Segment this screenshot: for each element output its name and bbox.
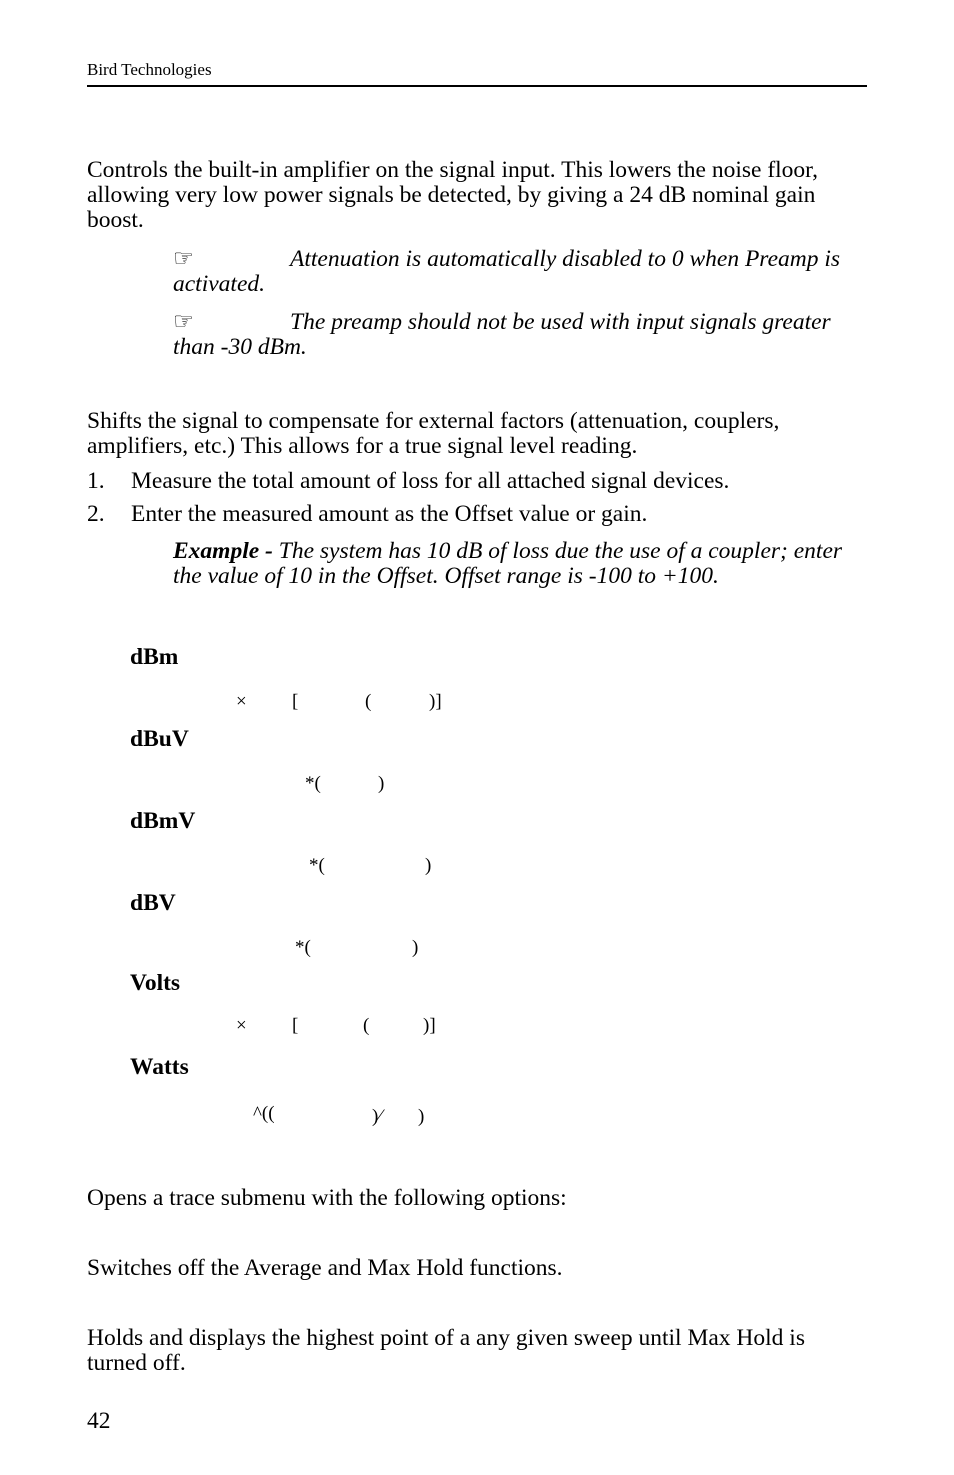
preamp-description: Controls the built-in amplifier on the signal input. This lowers the noise floor, allowing very low power signals be detected, by giving a 24 dB nominal gain boost.	[87, 157, 818, 233]
formula-fragment: ×	[236, 691, 247, 712]
step-number: 2.	[87, 501, 105, 527]
formula-fragment: )]	[423, 1015, 436, 1036]
formula-fragment: [	[292, 1015, 299, 1036]
pointing-hand-icon: ☞	[173, 309, 195, 335]
example-text: The system has 10 dB of loss due the use of a coupler; enter the value of 10 in the Offset. Offset range is -100 to +100.	[173, 538, 843, 589]
header-rule	[87, 85, 867, 87]
formula-fragment: )	[425, 855, 432, 876]
formula-fragment: (	[363, 1015, 370, 1036]
unit-label-dbv: dBV	[130, 890, 176, 916]
step-number: 1.	[87, 468, 105, 494]
unit-label-dbmv: dBmV	[130, 808, 196, 834]
example-label: Example -	[173, 538, 273, 564]
page-number: 42	[87, 1408, 111, 1434]
unit-label-volts: Volts	[130, 970, 181, 996]
unit-label-dbuv: dBuV	[130, 726, 189, 752]
trace-description: Opens a trace submenu with the following options:	[87, 1185, 567, 1211]
step-text: Enter the measured amount as the Offset value or gain.	[131, 501, 648, 527]
formula-fragment: (	[365, 691, 372, 712]
note-text: The preamp should not be used with input signals greater than -30 dBm.	[173, 309, 831, 360]
formula-fragment: )⁄	[372, 1106, 382, 1127]
formula-fragment: ×	[236, 1015, 247, 1036]
offset-example	[173, 539, 873, 589]
offset-description: Shifts the signal to compensate for external factors (attenuation, couplers, amplifiers, etc.) This allows for a true signal level reading.	[87, 408, 780, 459]
preamp-note-1	[173, 247, 873, 297]
pointing-hand-icon: ☞	[173, 246, 195, 272]
note-text: Attenuation is automatically disabled to 0 when Preamp is activated.	[173, 246, 841, 297]
formula-fragment: )	[412, 937, 419, 958]
formula-fragment: ^((	[253, 1103, 275, 1124]
unit-label-dbm: dBm	[130, 644, 179, 670]
formula-fragment: *(	[295, 937, 311, 958]
formula-fragment: *(	[309, 855, 325, 876]
running-header: Bird Technologies	[87, 60, 212, 79]
formula-fragment: )]	[429, 691, 442, 712]
formula-fragment: )	[418, 1106, 425, 1127]
unit-label-watts: Watts	[130, 1054, 189, 1080]
formula-fragment: *(	[305, 773, 321, 794]
max-hold-description: Holds and displays the highest point of a any given sweep until Max Hold is turned off.	[87, 1325, 805, 1376]
preamp-note-2	[173, 310, 873, 360]
step-text: Measure the total amount of loss for all attached signal devices.	[131, 468, 730, 494]
clear-write-description: Switches off the Average and Max Hold functions.	[87, 1255, 563, 1281]
formula-fragment: [	[292, 691, 299, 712]
formula-fragment: )	[378, 773, 385, 794]
